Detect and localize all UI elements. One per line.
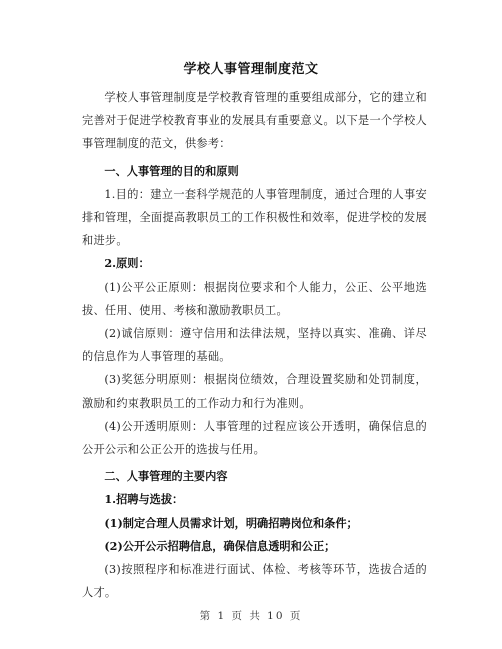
intro-paragraph: 学校人事管理制度是学校教育管理的重要组成部分，它的建立和完善对于促进学校教育事业的发展具有重要意义。以下是一个学校人事管理制度的范文，供参考： bbox=[82, 91, 427, 151]
section-heading-main-content: 二、人事管理的主要内容 bbox=[104, 469, 228, 484]
subheading-principles: 2.原则： bbox=[104, 256, 150, 271]
paragraph-purpose: 1.目的：建立一套科学规范的人事管理制度，通过合理的人事安排和管理，全面提高教职员工的工作积极性和效率，促进学校的发展和进步。 bbox=[82, 187, 427, 248]
document-title: 学校人事管理制度范文 bbox=[183, 62, 319, 77]
recruitment-item-publicize: (2)公开公示招聘信息，确保信息透明和公正； bbox=[104, 538, 336, 553]
recruitment-item-plan: (1)制定合理人员需求计划，明确招聘岗位和条件； bbox=[104, 515, 358, 530]
document-body bbox=[82, 86, 427, 604]
paragraph-principle-reward-punishment: (3)奖惩分明原则：根据岗位绩效，合理设置奖励和处罚制度，激励和约束教职员工的工作动力和行为准则。 bbox=[82, 373, 427, 410]
section-heading-purpose-principles: 一、人事管理的目的和原则 bbox=[104, 163, 239, 178]
paragraph-principle-transparency: (4)公开透明原则：人事管理的过程应该公开透明，确保信息的公开公示和公正公开的选拔与任用。 bbox=[82, 419, 427, 457]
page-number-footer: 第 1 页 共 10 页 bbox=[199, 610, 303, 622]
subheading-recruitment: 1.招聘与选拔： bbox=[104, 492, 184, 507]
recruitment-item-selection: (3)按照程序和标准进行面试、体检、考核等环节，选拔合适的人才。 bbox=[82, 563, 427, 600]
paragraph-principle-fairness: (1)公平公正原则：根据岗位要求和个人能力，公正、公平地选拔、任用、使用、考核和激励教职员工。 bbox=[82, 280, 427, 317]
paragraph-principle-integrity: (2)诚信原则：遵守信用和法律法规，坚持以真实、准确、详尽的信息作为人事管理的基础。 bbox=[82, 327, 427, 364]
